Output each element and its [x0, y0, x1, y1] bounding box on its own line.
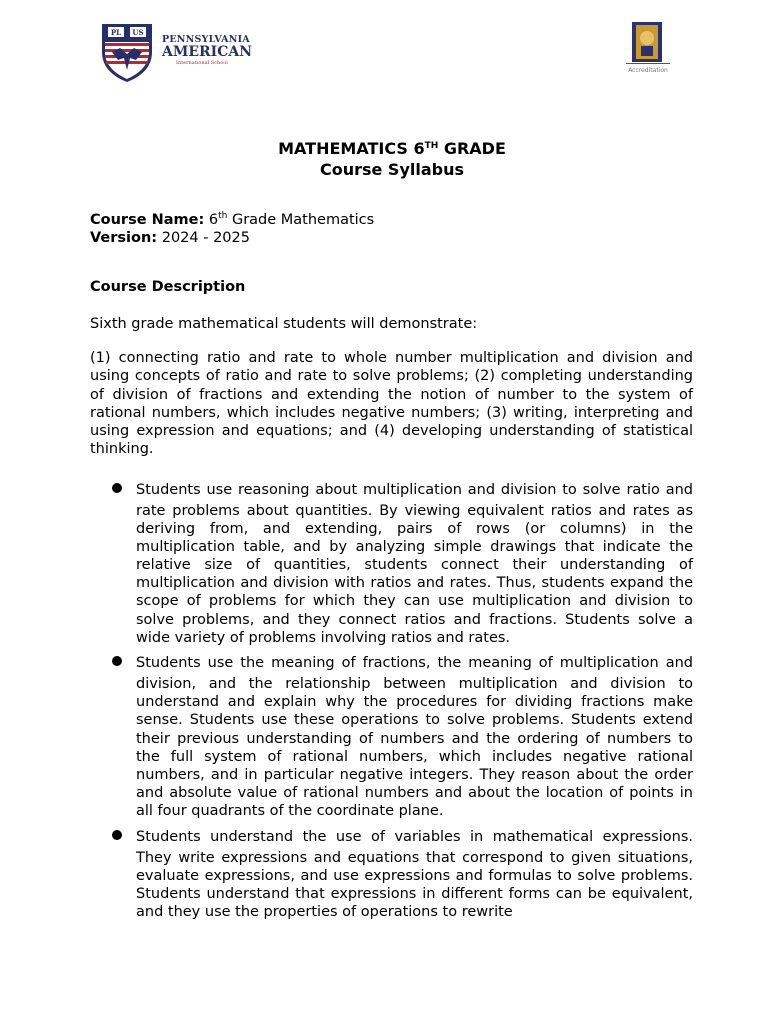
school-crest-icon	[100, 22, 154, 84]
course-description-bullets	[90, 478, 693, 925]
list-item: Students use reasoning about multiplication and division to solve ratio and rate problems about quantities. By viewing equivalent ratios and rates as deriving from, and extending, pairs of rows (or columns) in the multiplication table, and by analyzing simple drawings that indicate the relative size of quantities, students connect their understanding of multiplication and division with ratios and rates. Thus, students expand the scope of problems for which they can use multiplication and division to solve problems, and they connect ratios and fractions. Students solve a wide variety of problems involving ratios and rates.	[90, 478, 693, 647]
bullet-icon	[112, 656, 122, 666]
course-meta	[90, 211, 374, 247]
course-description-intro: Sixth grade mathematical students will demonstrate:	[90, 316, 478, 332]
school-logo	[100, 22, 260, 86]
bullet-icon	[112, 830, 122, 840]
accreditation-label: Accreditation	[628, 67, 668, 74]
svg-text:US: US	[132, 28, 144, 37]
svg-text:PL: PL	[110, 28, 122, 37]
accreditation-logo	[622, 22, 674, 78]
school-name-line1: PENNSYLVANIA	[162, 34, 250, 45]
school-name-line2: AMERICAN	[162, 44, 253, 60]
school-wordmark	[162, 34, 252, 66]
accreditation-badge-icon	[632, 22, 662, 62]
course-description-paragraph: (1) connecting ratio and rate to whole number multiplication and division and using concepts of ratio and rate to solve problems; (2) completing understanding of division of fractions and extending the notion of number to the system of rational numbers, which includes negative numbers; (3) writing, interpreting and using expression and equations; and (4) developing understanding of statistical thinking.	[90, 350, 693, 458]
list-item: Students use the meaning of fractions, the meaning of multiplication and division, and the relationship between multiplication and division to understand and explain why the procedures for dividing fractions make sense. Students use these operations to solve problems. Students extend their previous understanding of numbers and the ordering of numbers to the full system of rational numbers, which includes negative rational numbers, and in particular negative integers. They reason about the order and absolute value of rational numbers and about the location of points in all four quadrants of the coordinate plane.	[90, 651, 693, 820]
title-line1: MATHEMATICS 6TH GRADE	[278, 139, 506, 158]
course-description-heading: Course Description	[90, 279, 246, 295]
course-name-row: Course Name: 6th Grade Mathematics	[90, 211, 375, 228]
list-item: Students understand the use of variables in mathematical expressions. They write expressions and equations that correspond to given situations, evaluate expressions, and use expressions and formulas to solve problems. Students understand that expressions in different forms can be equivalent, and they use the properties of operations to rewrite	[90, 825, 693, 921]
accreditation-divider	[626, 63, 670, 64]
version-row: Version: 2024 - 2025	[90, 230, 250, 246]
bullet-icon	[112, 483, 122, 493]
page-title	[0, 138, 768, 180]
title-line2: Course Syllabus	[319, 160, 465, 179]
school-name-line3: International School	[176, 60, 228, 66]
